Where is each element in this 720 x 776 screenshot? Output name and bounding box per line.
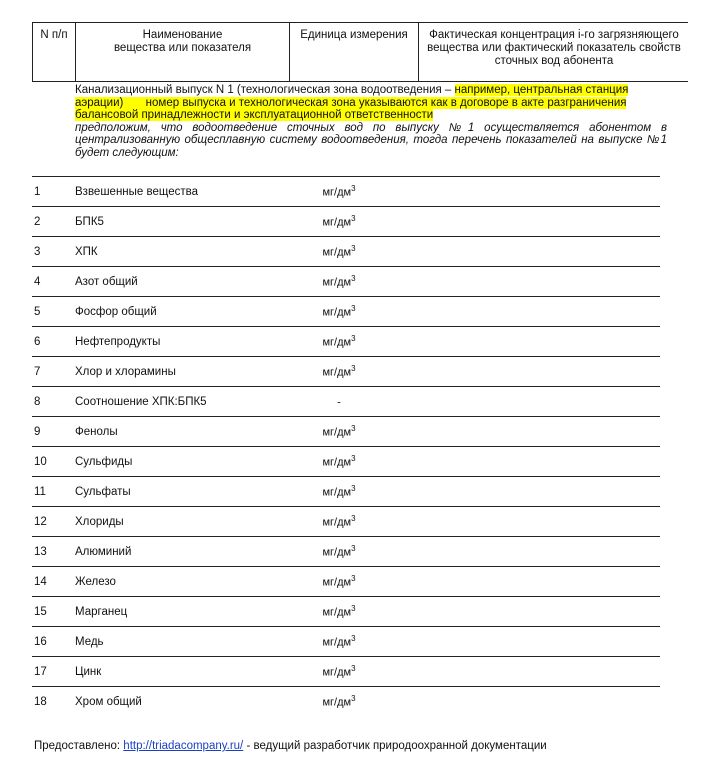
row-number: 1 [34,186,41,198]
row-name: Цинк [75,666,102,678]
row-number: 8 [34,396,41,408]
row-number: 13 [34,546,47,558]
row-unit: $мг/дм^3$ [322,334,356,349]
row-unit: $мг/дм^3$ [322,214,356,229]
row-number: 10 [34,456,47,468]
row-number: 2 [34,216,41,228]
row-name: БПК5 [75,216,104,228]
row-unit: $мг/дм^3$ [322,694,356,709]
header-concentration: Фактическая концентрация i-го загрязняющего вещества или фактический показатель свойств сточных вод абонента [427,29,681,67]
row-name: Железо [75,576,116,588]
row-number: 9 [34,426,41,438]
row-name: Соотношение ХПК:БПК5 [75,396,207,408]
table-row [32,626,660,656]
row-unit: $мг/дм^3$ [322,304,356,319]
row-number: 12 [34,516,47,528]
row-number: 14 [34,576,47,588]
table-body [32,176,660,716]
table-row [32,176,660,206]
table-row [32,386,660,416]
header-unit: Единица измерения [290,23,419,81]
row-name: ХПК [75,246,98,258]
footer-credit: Предоставлено: http://triadacompany.ru/ - ведущий разработчик природоохранной документации [34,740,547,752]
row-number: 16 [34,636,47,648]
row-unit: $мг/дм^3$ [322,364,356,379]
header-name: Наименование вещества или показателя [76,23,290,81]
row-unit: $мг/дм^3$ [322,634,356,649]
row-unit: $мг/дм^3$ [322,604,356,619]
table-row [32,506,660,536]
table-row [32,656,660,686]
row-name: Хлориды [75,516,124,528]
table-row [32,476,660,506]
row-name: Марганец [75,606,128,618]
table-header [32,22,688,82]
row-unit: - [337,396,341,409]
row-number: 5 [34,306,41,318]
table-row [32,326,660,356]
row-unit: $мг/дм^3$ [322,574,356,589]
row-number: 7 [34,366,41,378]
table-row [32,416,660,446]
row-name: Сульфиды [75,456,133,468]
table-row [32,356,660,386]
table-row [32,446,660,476]
intro-line-2: аэрации) номер выпуска и технологическая зона указываются как в договоре в акте разграничения [75,96,627,109]
outlet-description [75,84,667,159]
row-unit: $мг/дм^3$ [322,514,356,529]
table-row [32,296,660,326]
intro-line-3: балансовой принадлежности и эксплуатационной ответственности [75,109,434,121]
row-name: Сульфаты [75,486,131,498]
intro-italic-note: предположим, что водоотведение сточных вод по выпуску №1 осуществляется абонентом в централизованную общесплавную систему водоотведения, тогда перечень показателей на выпуске №1 будет следующим: [75,121,667,159]
table-row [32,596,660,626]
pollutant-table [32,22,688,709]
row-name: Фосфор общий [75,306,157,318]
row-name: Хром общий [75,696,142,708]
table-row [32,266,660,296]
row-number: 18 [34,696,47,708]
row-unit: $мг/дм^3$ [322,664,356,679]
row-unit: $мг/дм^3$ [322,544,356,559]
row-number: 6 [34,336,41,348]
row-name: Фенолы [75,426,118,438]
row-name: Азот общий [75,276,138,288]
row-name: Алюминий [75,546,132,558]
row-name: Нефтепродукты [75,336,161,348]
row-name: Взвешенные вещества [75,186,198,198]
intro-line-1: Канализационный выпуск N 1 (технологическая зона водоотведения – например, центральная станция [75,84,629,96]
row-unit: $мг/дм^3$ [322,184,356,199]
header-num: N п/п [33,23,76,81]
row-unit: $мг/дм^3$ [322,244,356,259]
row-unit: $мг/дм^3$ [322,274,356,289]
row-number: 3 [34,246,41,258]
table-row [32,236,660,266]
row-number: 4 [34,276,41,288]
table-row [32,686,660,716]
row-name: Медь [75,636,104,648]
row-unit: $мг/дм^3$ [322,424,356,439]
row-unit: $мг/дм^3$ [322,454,356,469]
footer-link[interactable]: http://triadacompany.ru/ [123,740,244,752]
row-number: 17 [34,666,47,678]
table-row [32,536,660,566]
table-row [32,566,660,596]
table-row [32,206,660,236]
row-name: Хлор и хлорамины [75,366,176,378]
row-unit: $мг/дм^3$ [322,484,356,499]
row-number: 11 [34,486,46,498]
row-number: 15 [34,606,47,618]
